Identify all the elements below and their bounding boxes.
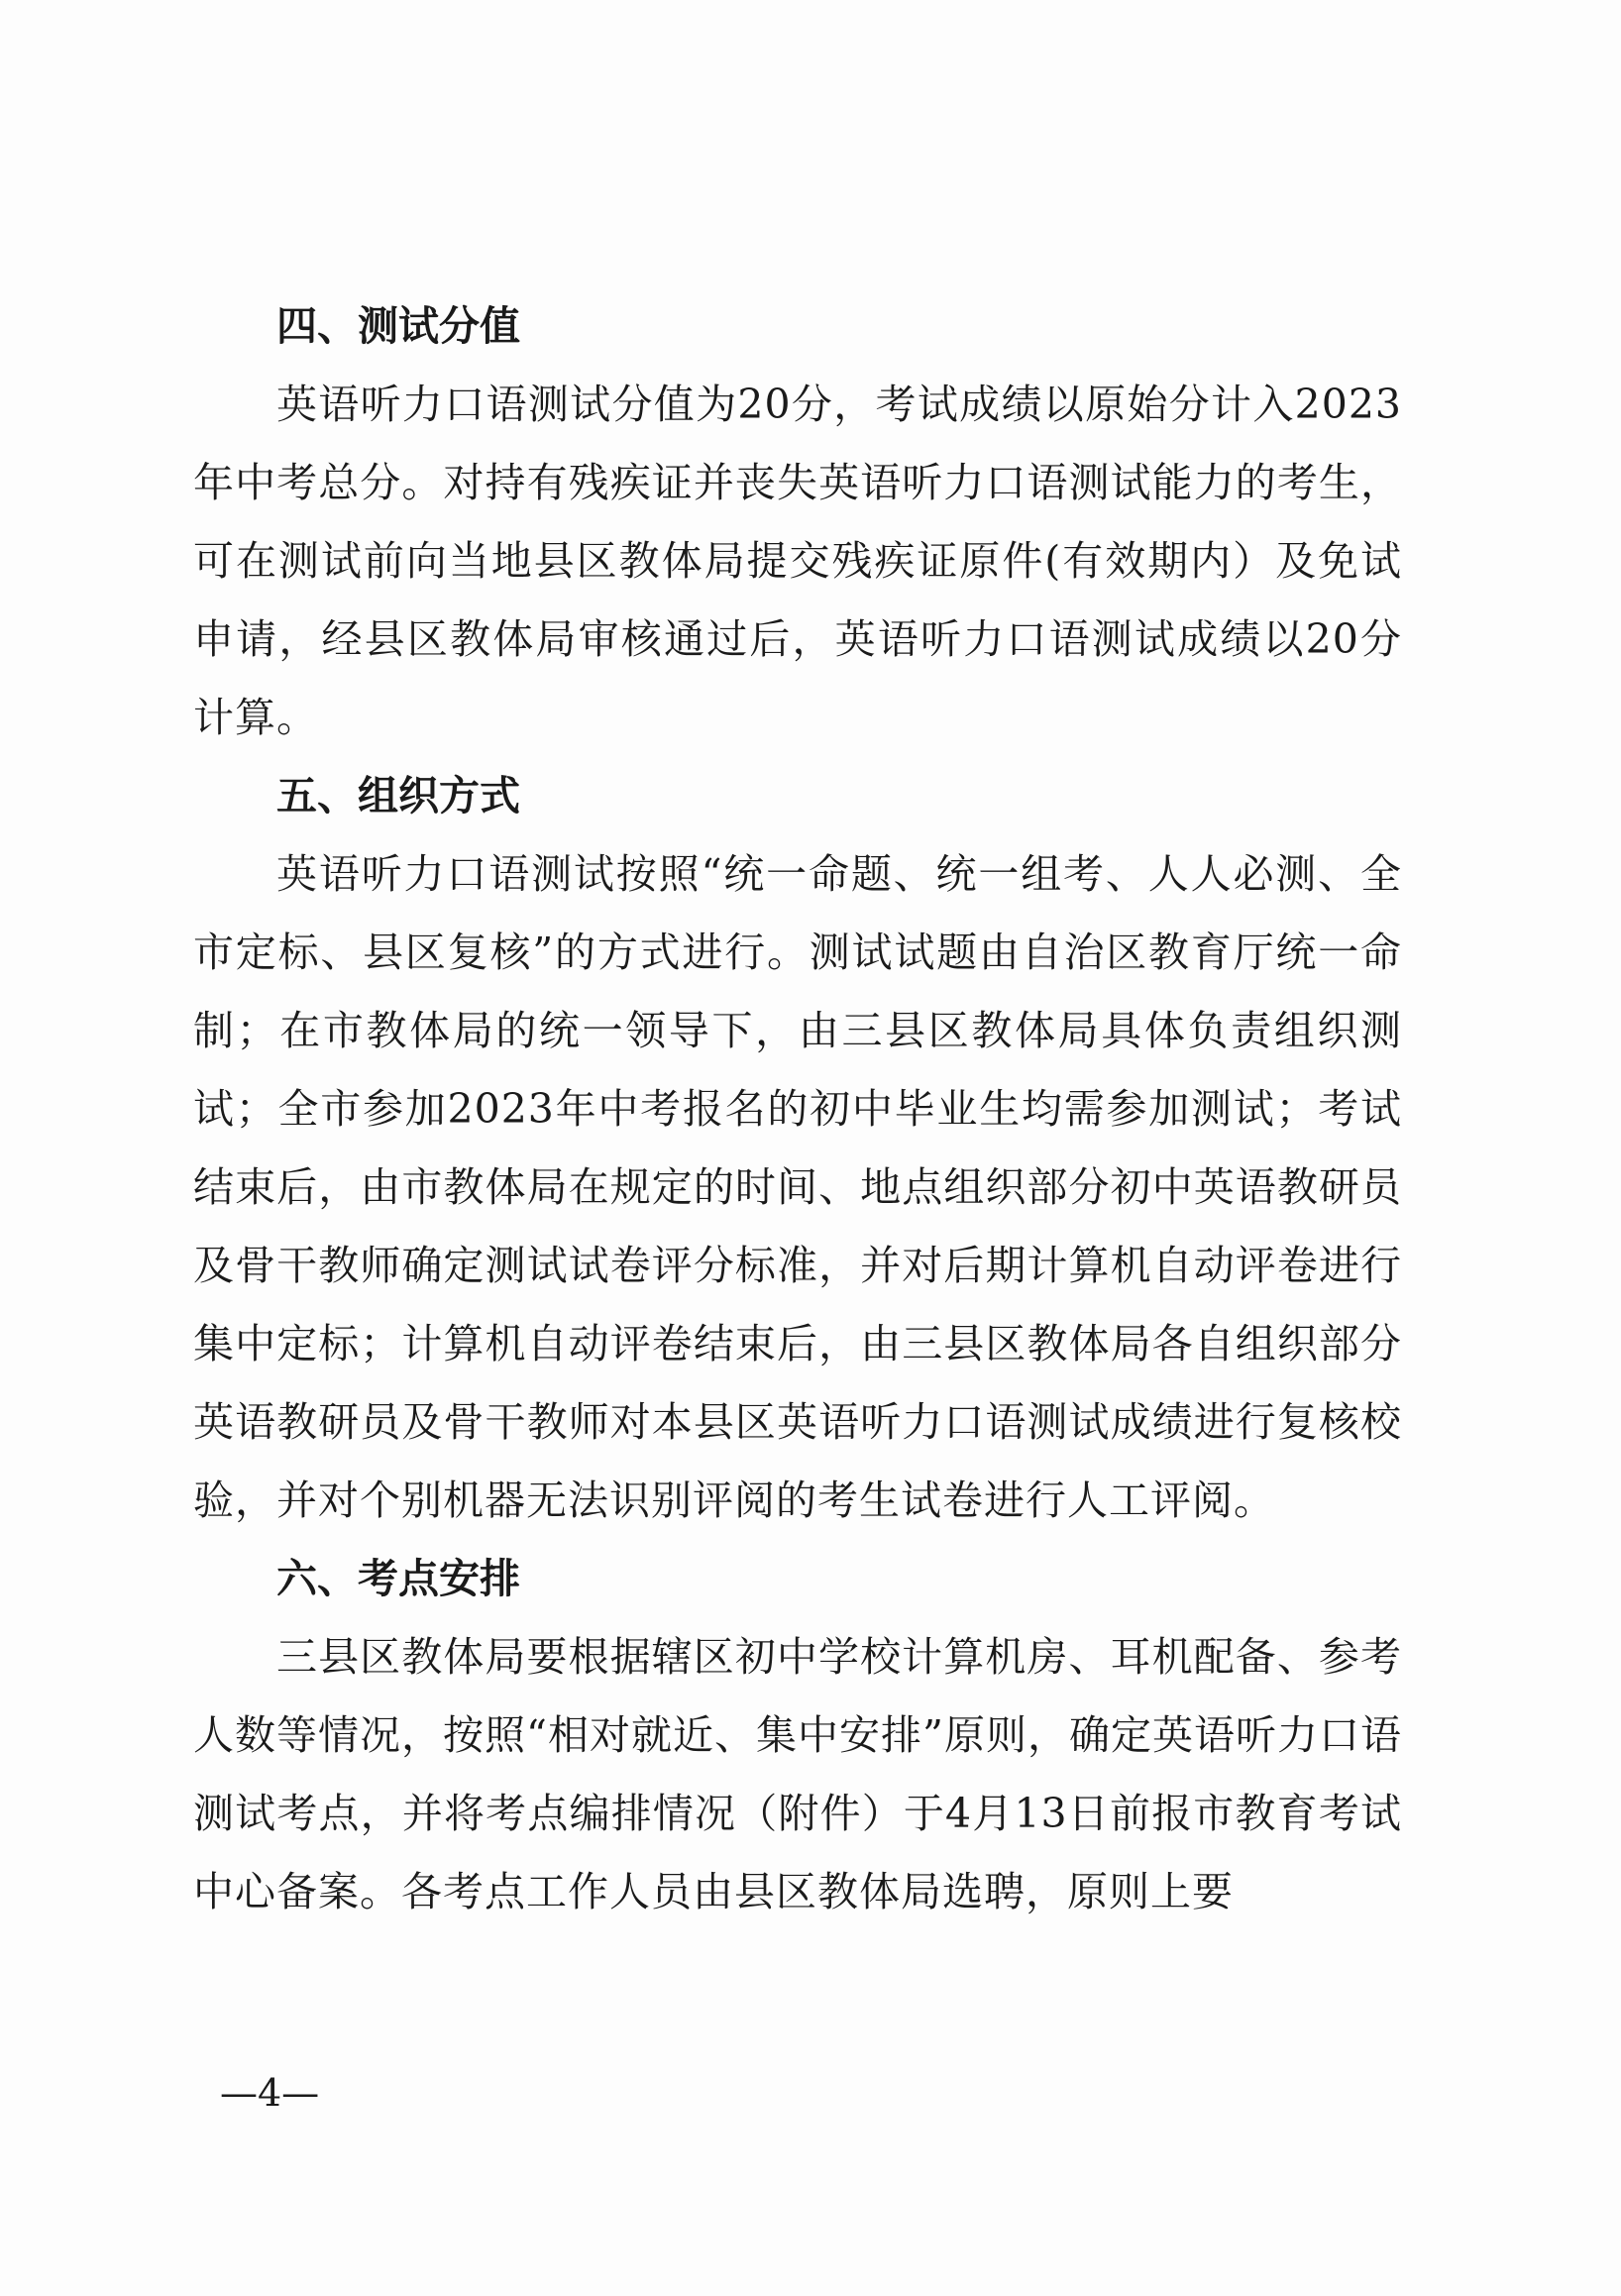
section-heading-organization: 五、组织方式 xyxy=(276,772,520,820)
section-paragraph-test-score: 英语听力口语测试分值为20分，考试成绩以原始分计入2023年中考总分。对持有残疾证并丧失英语听力口语测试能力的考生，可在测试前向当地县区教体局提交残疾证原件(有效期内）及免试申请，经县区教体局审核通过后，英语听力口语测试成绩以20分计算。 xyxy=(193,381,1402,741)
document-body xyxy=(193,287,1402,1931)
section-paragraph-exam-sites: 三县区教体局要根据辖区初中学校计算机房、耳机配备、参考人数等情况，按照“相对就近、集中安排”原则，确定英语听力口语测试考点，并将考点编排情况（附件）于4月13日前报市教育考试中心备案。各考点工作人员由县区教体局选聘，原则上要 xyxy=(193,1633,1402,1915)
section-heading-test-score: 四、测试分值 xyxy=(276,302,520,350)
page-number: —4— xyxy=(220,2071,320,2115)
section-paragraph-organization: 英语听力口语测试按照“统一命题、统一组考、人人必测、全市定标、县区复核”的方式进行。测试试题由自治区教育厅统一命制；在市教体局的统一领导下，由三县区教体局具体负责组织测试；全市参加2023年中考报名的初中毕业生均需参加测试；考试结束后，由市教体局在规定的时间、地点组织部分初中英语教研员及骨干教师确定测试试卷评分标准，并对后期计算机自动评卷进行集中定标；计算机自动评卷结束后，由三县区教体局各自组织部分英语教研员及骨干教师对本县区英语听力口语测试成绩进行复核校验，并对个别机器无法识别评阅的考生试卷进行人工评阅。 xyxy=(193,850,1402,1524)
section-heading-exam-sites: 六、考点安排 xyxy=(276,1555,520,1602)
